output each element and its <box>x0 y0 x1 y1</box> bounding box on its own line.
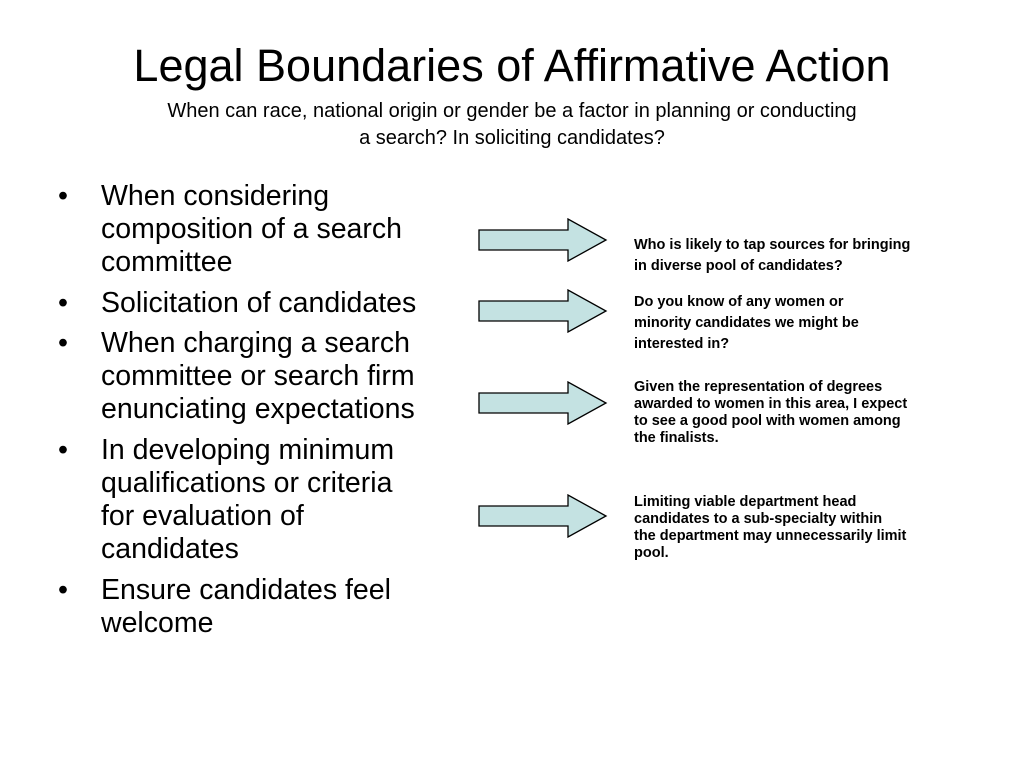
bullet-marker: • <box>58 327 68 359</box>
note-sub-specialty-limit: Limiting viable department head candidates to a sub-specialty within the department may unnecessarily limit pool. <box>634 494 907 561</box>
right-block-arrow-icon <box>478 289 608 333</box>
bullet-marker: • <box>58 434 68 466</box>
slide-subtitle <box>60 98 964 152</box>
subtitle-line-2: a search? In soliciting candidates? <box>359 127 665 149</box>
bullet-text: Solicitation of candidates <box>101 287 417 319</box>
slide-title: Legal Boundaries of Affirmative Action <box>133 40 891 91</box>
bullet-text: In developing minimum qualifications or criteria for evaluation of candidates <box>101 434 395 565</box>
right-block-arrow-icon <box>478 218 608 262</box>
note-representation-of-degrees: Given the representation of degrees awarded to women in this area, I expect to see a good pool with women among the finalists. <box>634 379 908 446</box>
bullet-marker: • <box>58 574 68 606</box>
subtitle-line-1: When can race, national origin or gender be a factor in planning or conducting <box>167 100 857 122</box>
right-block-arrow-icon <box>478 494 608 538</box>
bullet-marker: • <box>58 180 68 212</box>
right-block-arrow-icon <box>478 381 608 425</box>
bullet-text: Ensure candidates feel welcome <box>101 574 391 639</box>
note-women-minority-candidates: Do you know of any women or minority candidates we might be interested in? <box>634 294 859 352</box>
bullet-text: When considering composition of a search committee <box>101 180 402 278</box>
bullet-marker: • <box>58 287 68 319</box>
bullet-text: When charging a search committee or search firm enunciating expectations <box>101 327 415 425</box>
note-diverse-pool: Who is likely to tap sources for bringing in diverse pool of candidates? <box>634 237 911 274</box>
